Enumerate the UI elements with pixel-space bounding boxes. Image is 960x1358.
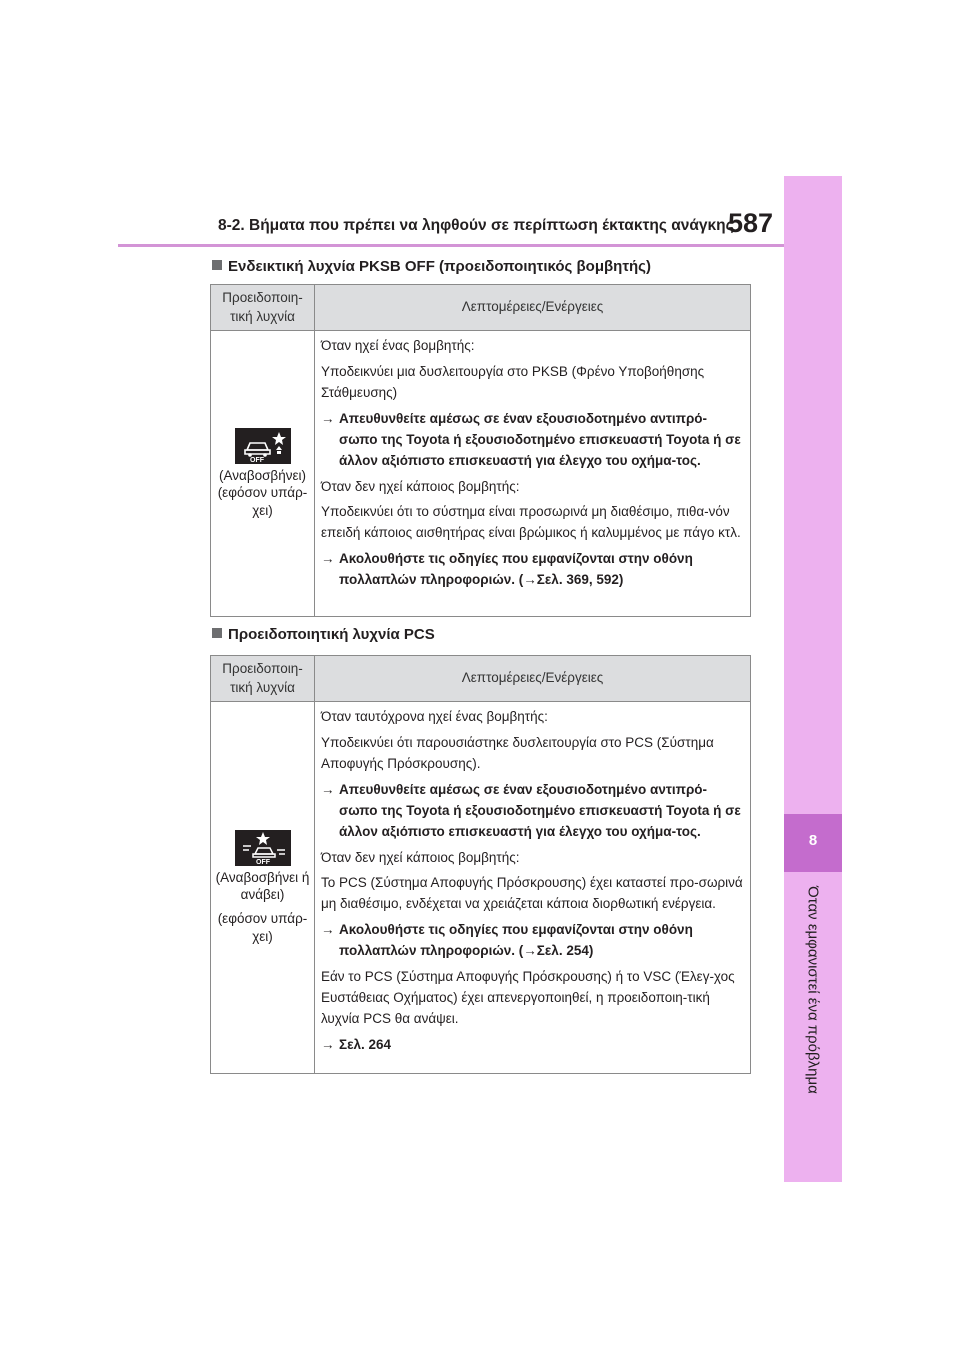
- section-heading-text: Ενδεικτική λυχνία PKSB OFF (προειδοποιητικός βομβητής): [228, 258, 651, 275]
- action-text: Ακολουθήστε τις οδηγίες που εμφανίζονται στην οθόνη πολλαπλών πληροφοριών. (→Σελ. 254): [339, 922, 693, 959]
- action-item: [321, 920, 744, 962]
- chapter-number: 8: [808, 832, 818, 849]
- table-header-indicator: Προειδοποιη-τική λυχνία: [211, 285, 315, 331]
- detail-text: Υποδεικνύει ότι παρουσιάστηκε δυσλειτουργία στο PCS (Σύστημα Αποφυγής Πρόσκρουσης).: [321, 734, 714, 771]
- detail-text: Εάν το PCS (Σύστημα Αποφυγής Πρόσκρουσης) ή το VSC (Έλεγ-χος Ευστάθειας Οχήματος) έχει απενεργοποιηθεί, η προειδοποιη-τική λυχνία PCS θα ανάψει.: [321, 969, 735, 1026]
- icon-off-label: OFF: [249, 456, 264, 464]
- details-cell: [315, 702, 751, 1074]
- arrow-icon: →: [321, 1036, 335, 1052]
- pcs-warning-icon: [235, 830, 291, 866]
- pcs-warning-table: [210, 655, 751, 1074]
- action-item: [321, 409, 744, 472]
- indicator-cell: [211, 331, 315, 617]
- page-number: 587: [728, 208, 774, 238]
- arrow-icon: →: [321, 922, 335, 938]
- details-cell: [315, 331, 751, 617]
- header-rule: [118, 244, 784, 247]
- detail-text: Όταν δεν ηχεί κάποιος βομβητής:: [321, 849, 520, 865]
- table-header-details: Λεπτομέρειες/Ενέργειες: [315, 656, 751, 702]
- detail-text: Όταν ταυτόχρονα ηχεί ένας βομβητής:: [321, 709, 548, 724]
- indicator-caption: (Αναβοσβήνει) (εφόσον υπάρ-χει): [217, 467, 308, 518]
- chapter-title: Όταν εμφανιστεί ένα πρόβλημα: [804, 886, 822, 1094]
- pksb-warning-table: [210, 284, 751, 617]
- detail-text: Όταν δεν ηχεί κάποιος βομβητής:: [321, 478, 520, 494]
- action-text: Ακολουθήστε τις οδηγίες που εμφανίζονται στην οθόνη πολλαπλών πληροφοριών. (→Σελ. 369, 592): [339, 551, 693, 588]
- square-bullet-icon: [212, 260, 222, 270]
- section-heading-pcs: [212, 626, 435, 643]
- detail-text: Όταν ηχεί ένας βομβητής:: [321, 338, 475, 353]
- action-text: Απευθυνθείτε αμέσως σε έναν εξουσιοδοτημένο αντιπρό-σωπο της Toyota ή εξουσιοδοτημένο επισκευαστή Toyota ή σε άλλον αξιόπιστο επισκευαστή για έλεγχο του οχήμα-τος.: [339, 781, 741, 839]
- action-item: [321, 1035, 744, 1056]
- table-header-details: Λεπτομέρειες/Ενέργειες: [315, 285, 751, 331]
- detail-text: Υποδεικνύει ότι το σύστημα είναι προσωρινά μη διαθέσιμο, πιθα-νόν επειδή κάποιος αισθητήρας είναι βρώμικος ή καλυμμένος με πάγο κτλ.: [321, 504, 741, 541]
- detail-text: Το PCS (Σύστημα Αποφυγής Πρόσκρουσης) έχει καταστεί προ-σωρινά μη διαθέσιμο, ενδέχεται να χρειάζεται κάποια διορθωτική ενέργεια.: [321, 875, 743, 912]
- arrow-icon: →: [321, 410, 335, 426]
- arrow-icon: →: [321, 781, 335, 797]
- icon-off-label: OFF: [255, 858, 270, 866]
- action-item: [321, 780, 744, 843]
- arrow-icon: →: [321, 551, 335, 567]
- square-bullet-icon: [212, 628, 222, 638]
- section-heading-text: Προειδοποιητική λυχνία PCS: [228, 626, 435, 643]
- section-header-title: 8-2. Βήματα που πρέπει να ληφθούν σε περίπτωση έκτακτης ανάγκης: [218, 217, 734, 234]
- action-text: Απευθυνθείτε αμέσως σε έναν εξουσιοδοτημένο αντιπρό-σωπο της Toyota ή εξουσιοδοτημένο επισκευαστή Toyota ή σε άλλον αξιόπιστο επισκευαστή για έλεγχο του οχήμα-τος.: [339, 410, 741, 468]
- detail-text: Υποδεικνύει μια δυσλειτουργία στο PKSB (Φρένο Υποβοήθησης Στάθμευσης): [321, 363, 705, 400]
- action-item: [321, 549, 744, 591]
- table-header-indicator: Προειδοποιη-τική λυχνία: [211, 656, 315, 702]
- indicator-cell: [211, 702, 315, 1074]
- indicator-caption: (Αναβοσβήνει ή ανάβει): [215, 869, 310, 903]
- section-heading-pksb: [212, 258, 651, 275]
- indicator-caption: (εφόσον υπάρ-χει): [217, 911, 308, 944]
- action-text: Σελ. 264: [339, 1036, 392, 1052]
- pksb-off-icon: [235, 428, 291, 464]
